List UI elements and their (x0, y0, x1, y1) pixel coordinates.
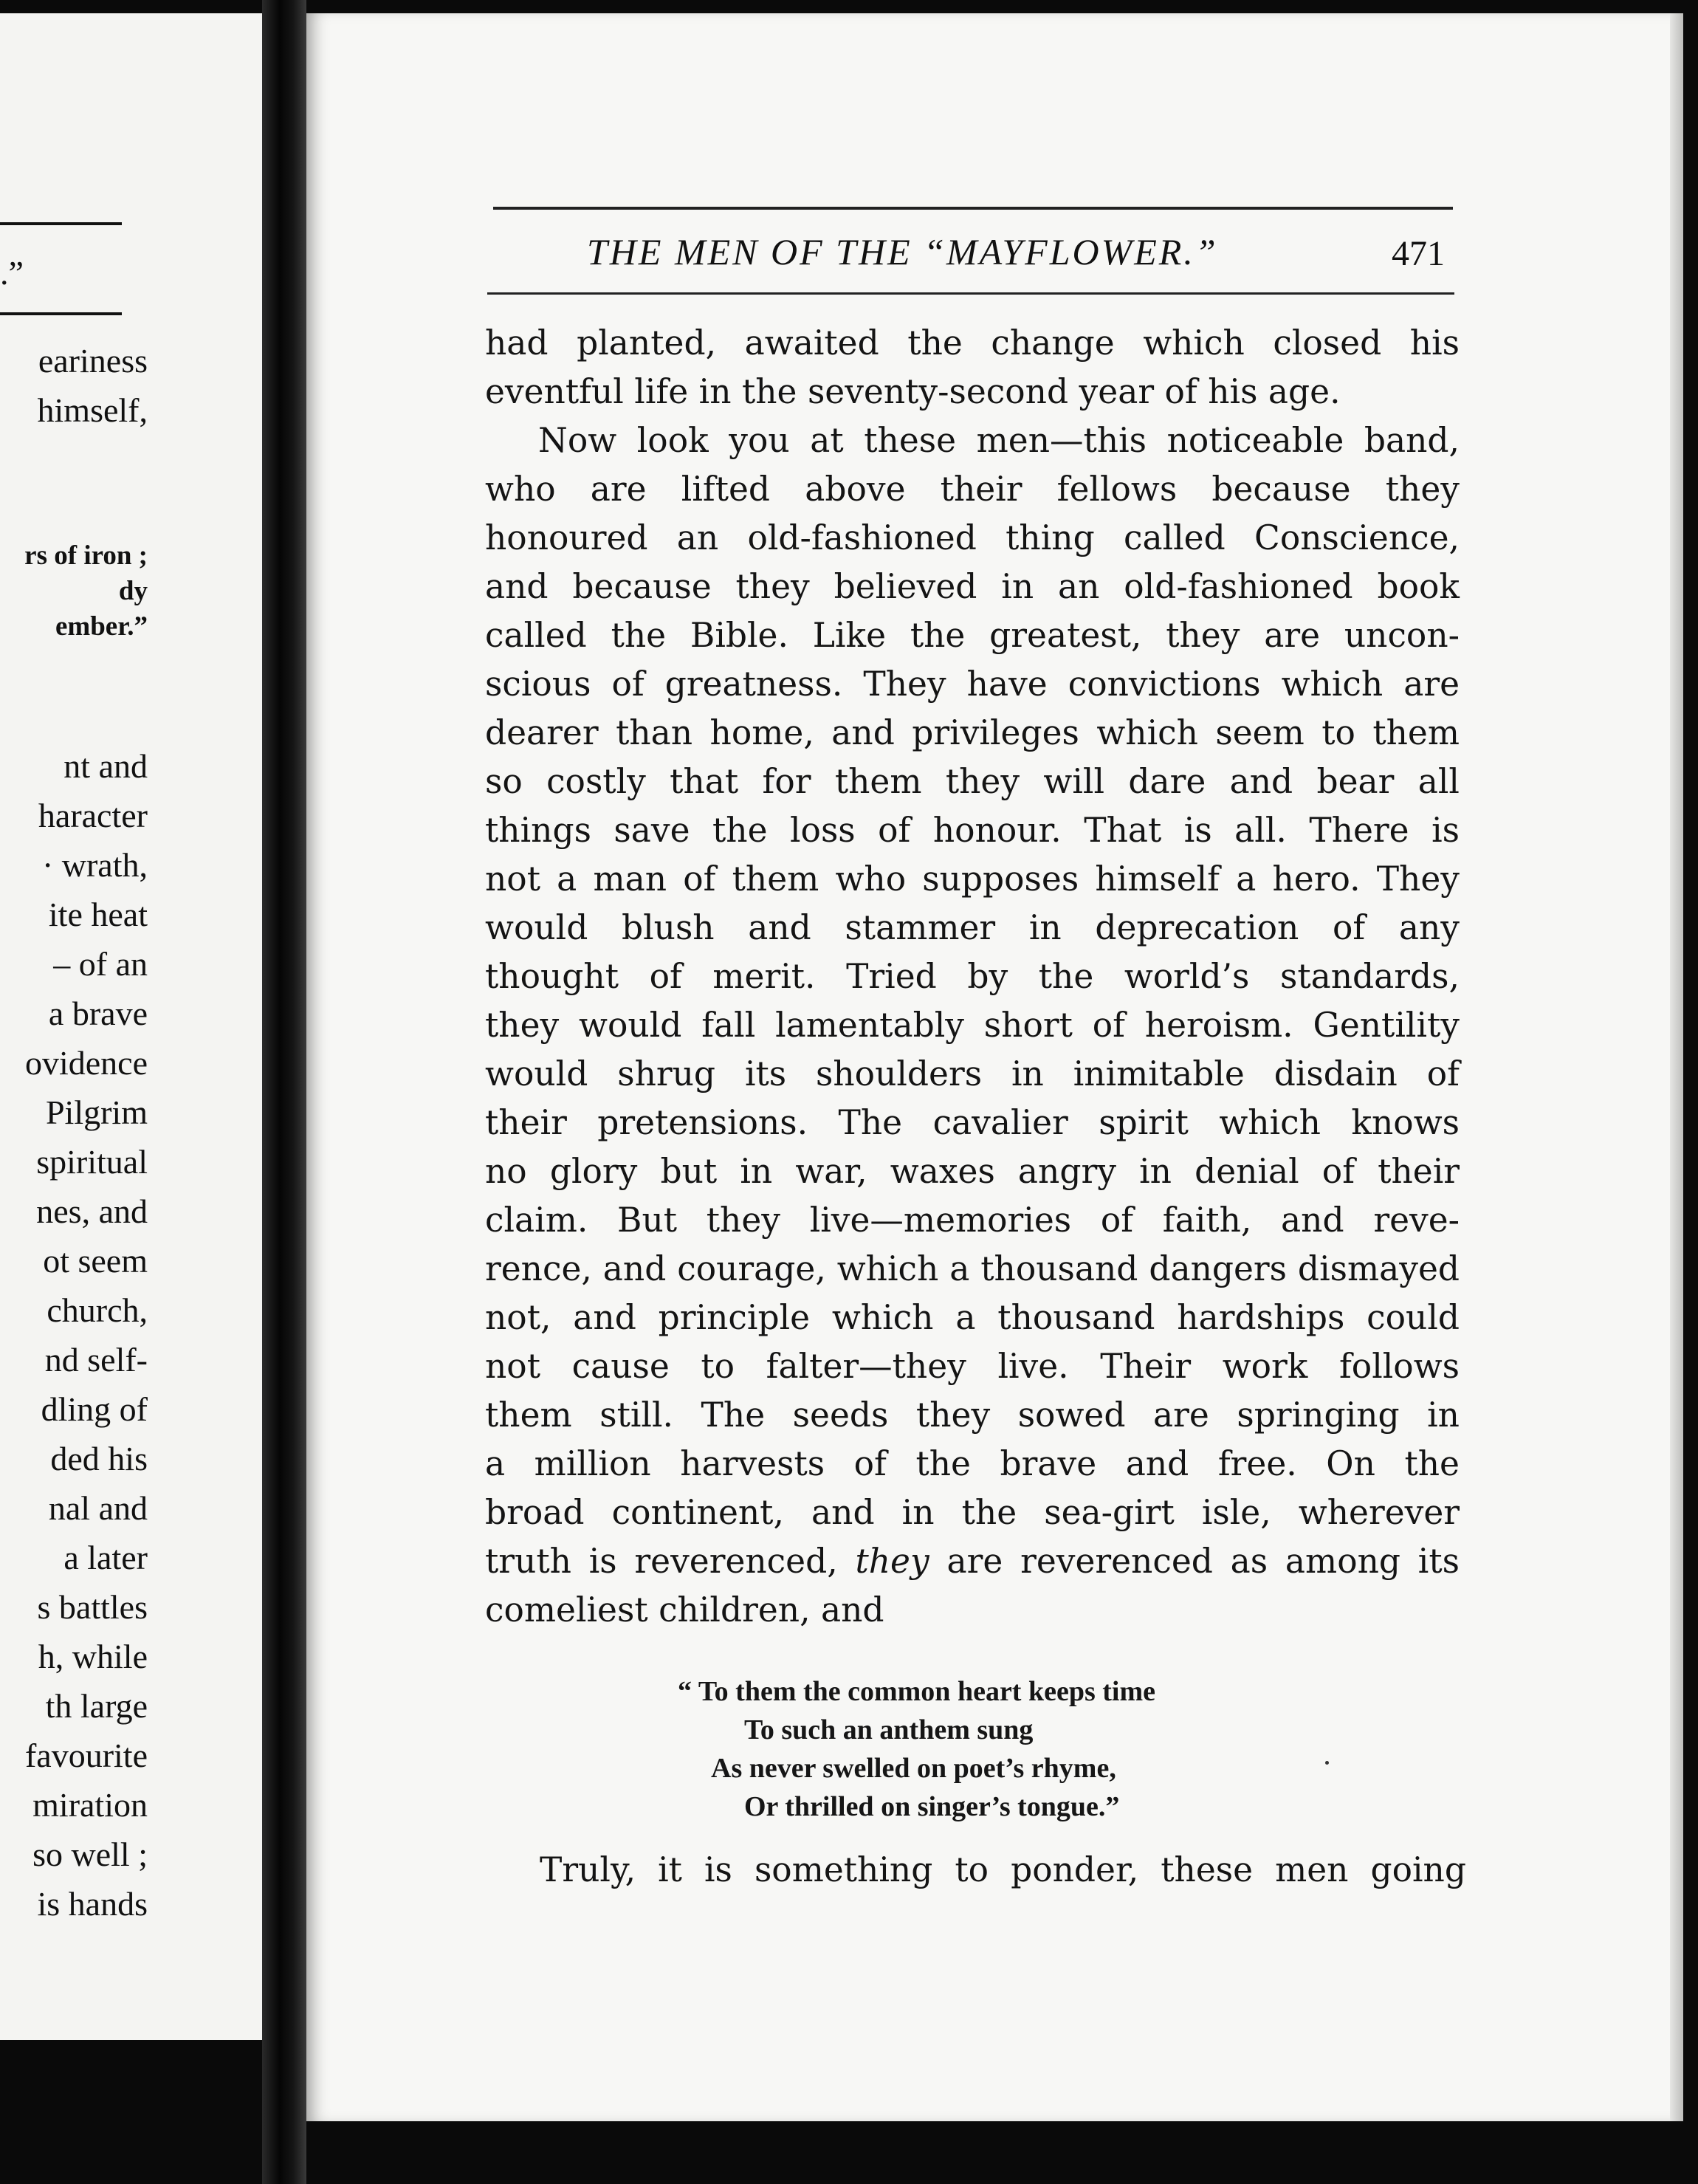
text-line: honoured an old-fashioned thing called Conscience, (485, 518, 1460, 557)
text-line: them still. The seeds they sowed are springing in (485, 1395, 1460, 1435)
left-page-line: haracter (38, 797, 148, 834)
text-line: broad continent, and in the sea-girt isle, wherever (485, 1493, 1460, 1532)
running-title: THE MEN OF THE “MAYFLOWER.” (587, 231, 1218, 272)
text-line: called the Bible. Like the greatest, they are uncon- (485, 616, 1460, 655)
header-top-rule (493, 207, 1453, 210)
left-page-line: nd self- (44, 1341, 148, 1378)
text-line: a million harvests of the brave and free. On the (485, 1444, 1460, 1483)
left-page-line: dy (118, 576, 148, 606)
text-line: scious of greatness. They have convictions which are (485, 665, 1460, 704)
left-page-line: th large (45, 1687, 148, 1725)
left-page-line: ite heat (48, 896, 148, 933)
left-page-line: miration (32, 1786, 148, 1824)
text-line: their pretensions. The cavalier spirit which knows (485, 1103, 1460, 1142)
text-line: not, and principle which a thousand hardships could (485, 1298, 1460, 1337)
left-page-line: h, while (38, 1638, 148, 1675)
page-number: 471 (1392, 234, 1445, 273)
text-segment: truth is reverenced, (485, 1542, 856, 1581)
text-line: rence, and courage, which a thousand dangers dismayed (485, 1249, 1460, 1288)
left-page-line: nes, and (36, 1192, 148, 1230)
text-line: would shrug its shoulders in inimitable disdain of (485, 1054, 1460, 1093)
left-page-line: · wrath, (41, 846, 148, 884)
left-page-line: rs of iron ; (24, 540, 148, 571)
verse-line: As never swelled on poet’s rhyme, (711, 1753, 1116, 1784)
page-edge (1670, 13, 1683, 2121)
verse-line: To such an anthem sung (744, 1714, 1034, 1745)
left-page-line: ovidence (24, 1044, 148, 1082)
text-line: had planted, awaited the change which closed his (485, 323, 1460, 363)
left-page-line: a later (63, 1539, 148, 1576)
left-page-line: nt and (63, 747, 148, 785)
text-line: not cause to falter—they live. Their work follows (485, 1347, 1460, 1386)
left-header-fragment: .” (0, 254, 24, 292)
left-page-line: ember.” (55, 611, 148, 642)
previous-page-fragment (0, 13, 270, 2040)
left-page-line: dling of (41, 1390, 148, 1428)
text-line: Now look you at these men—this noticeable band, (538, 421, 1460, 460)
left-page-line: s battles (37, 1588, 148, 1626)
text-line-with-italic (485, 1537, 1460, 1586)
italic-word: they (855, 1542, 929, 1581)
text-line: who are lifted above their fellows because they (485, 470, 1460, 509)
text-line: no glory but in war, waxes angry in denial of their (485, 1152, 1460, 1191)
text-line: thought of merit. Tried by the world’s standards, (485, 957, 1460, 996)
left-page-line: church, (47, 1291, 148, 1329)
left-page-top-rule (0, 222, 122, 225)
left-page-line: ot seem (43, 1242, 148, 1280)
left-page-line: nal and (48, 1489, 148, 1527)
text-line: so costly that for them they will dare and bear all (485, 762, 1460, 801)
header-bottom-rule (487, 292, 1454, 295)
left-page-line: himself, (37, 391, 148, 429)
verse-line: Or thrilled on singer’s tongue.” (744, 1791, 1120, 1822)
left-page-line: eariness (38, 342, 148, 380)
text-line: dearer than home, and privileges which seem to them (485, 713, 1460, 752)
text-line: eventful life in the seventy-second year of his age. (485, 372, 1341, 411)
text-line: things save the loss of honour. That is all. There is (485, 811, 1460, 850)
text-line: and because they believed in an old-fashioned book (485, 567, 1460, 606)
text-line: would blush and stammer in deprecation of any (485, 908, 1460, 947)
text-line: not a man of them who supposes himself a hero. They (485, 859, 1460, 899)
closing-text-line: Truly, it is something to ponder, these men going (540, 1850, 1466, 1889)
print-speck (1325, 1761, 1329, 1765)
text-segment: are reverenced as among its (929, 1542, 1460, 1581)
text-line: they would fall lamentably short of heroism. Gentility (485, 1006, 1460, 1045)
text-line: comeliest children, and (485, 1590, 884, 1630)
text-line: claim. But they live—memories of faith, and reve- (485, 1201, 1460, 1240)
left-page-line: favourite (24, 1737, 148, 1774)
left-page-line: Pilgrim (45, 1093, 148, 1131)
left-page-line: – of an (53, 945, 148, 983)
left-page-line: a brave (48, 995, 148, 1032)
left-page-line: spiritual (36, 1143, 148, 1181)
book-gutter (262, 0, 306, 2184)
verse-line: “ To them the common heart keeps time (678, 1676, 1155, 1707)
left-page-line: is hands (37, 1885, 148, 1923)
left-page-line: so well ; (32, 1836, 148, 1873)
left-page-header-rule (0, 312, 122, 315)
left-page-line: ded his (50, 1440, 148, 1477)
